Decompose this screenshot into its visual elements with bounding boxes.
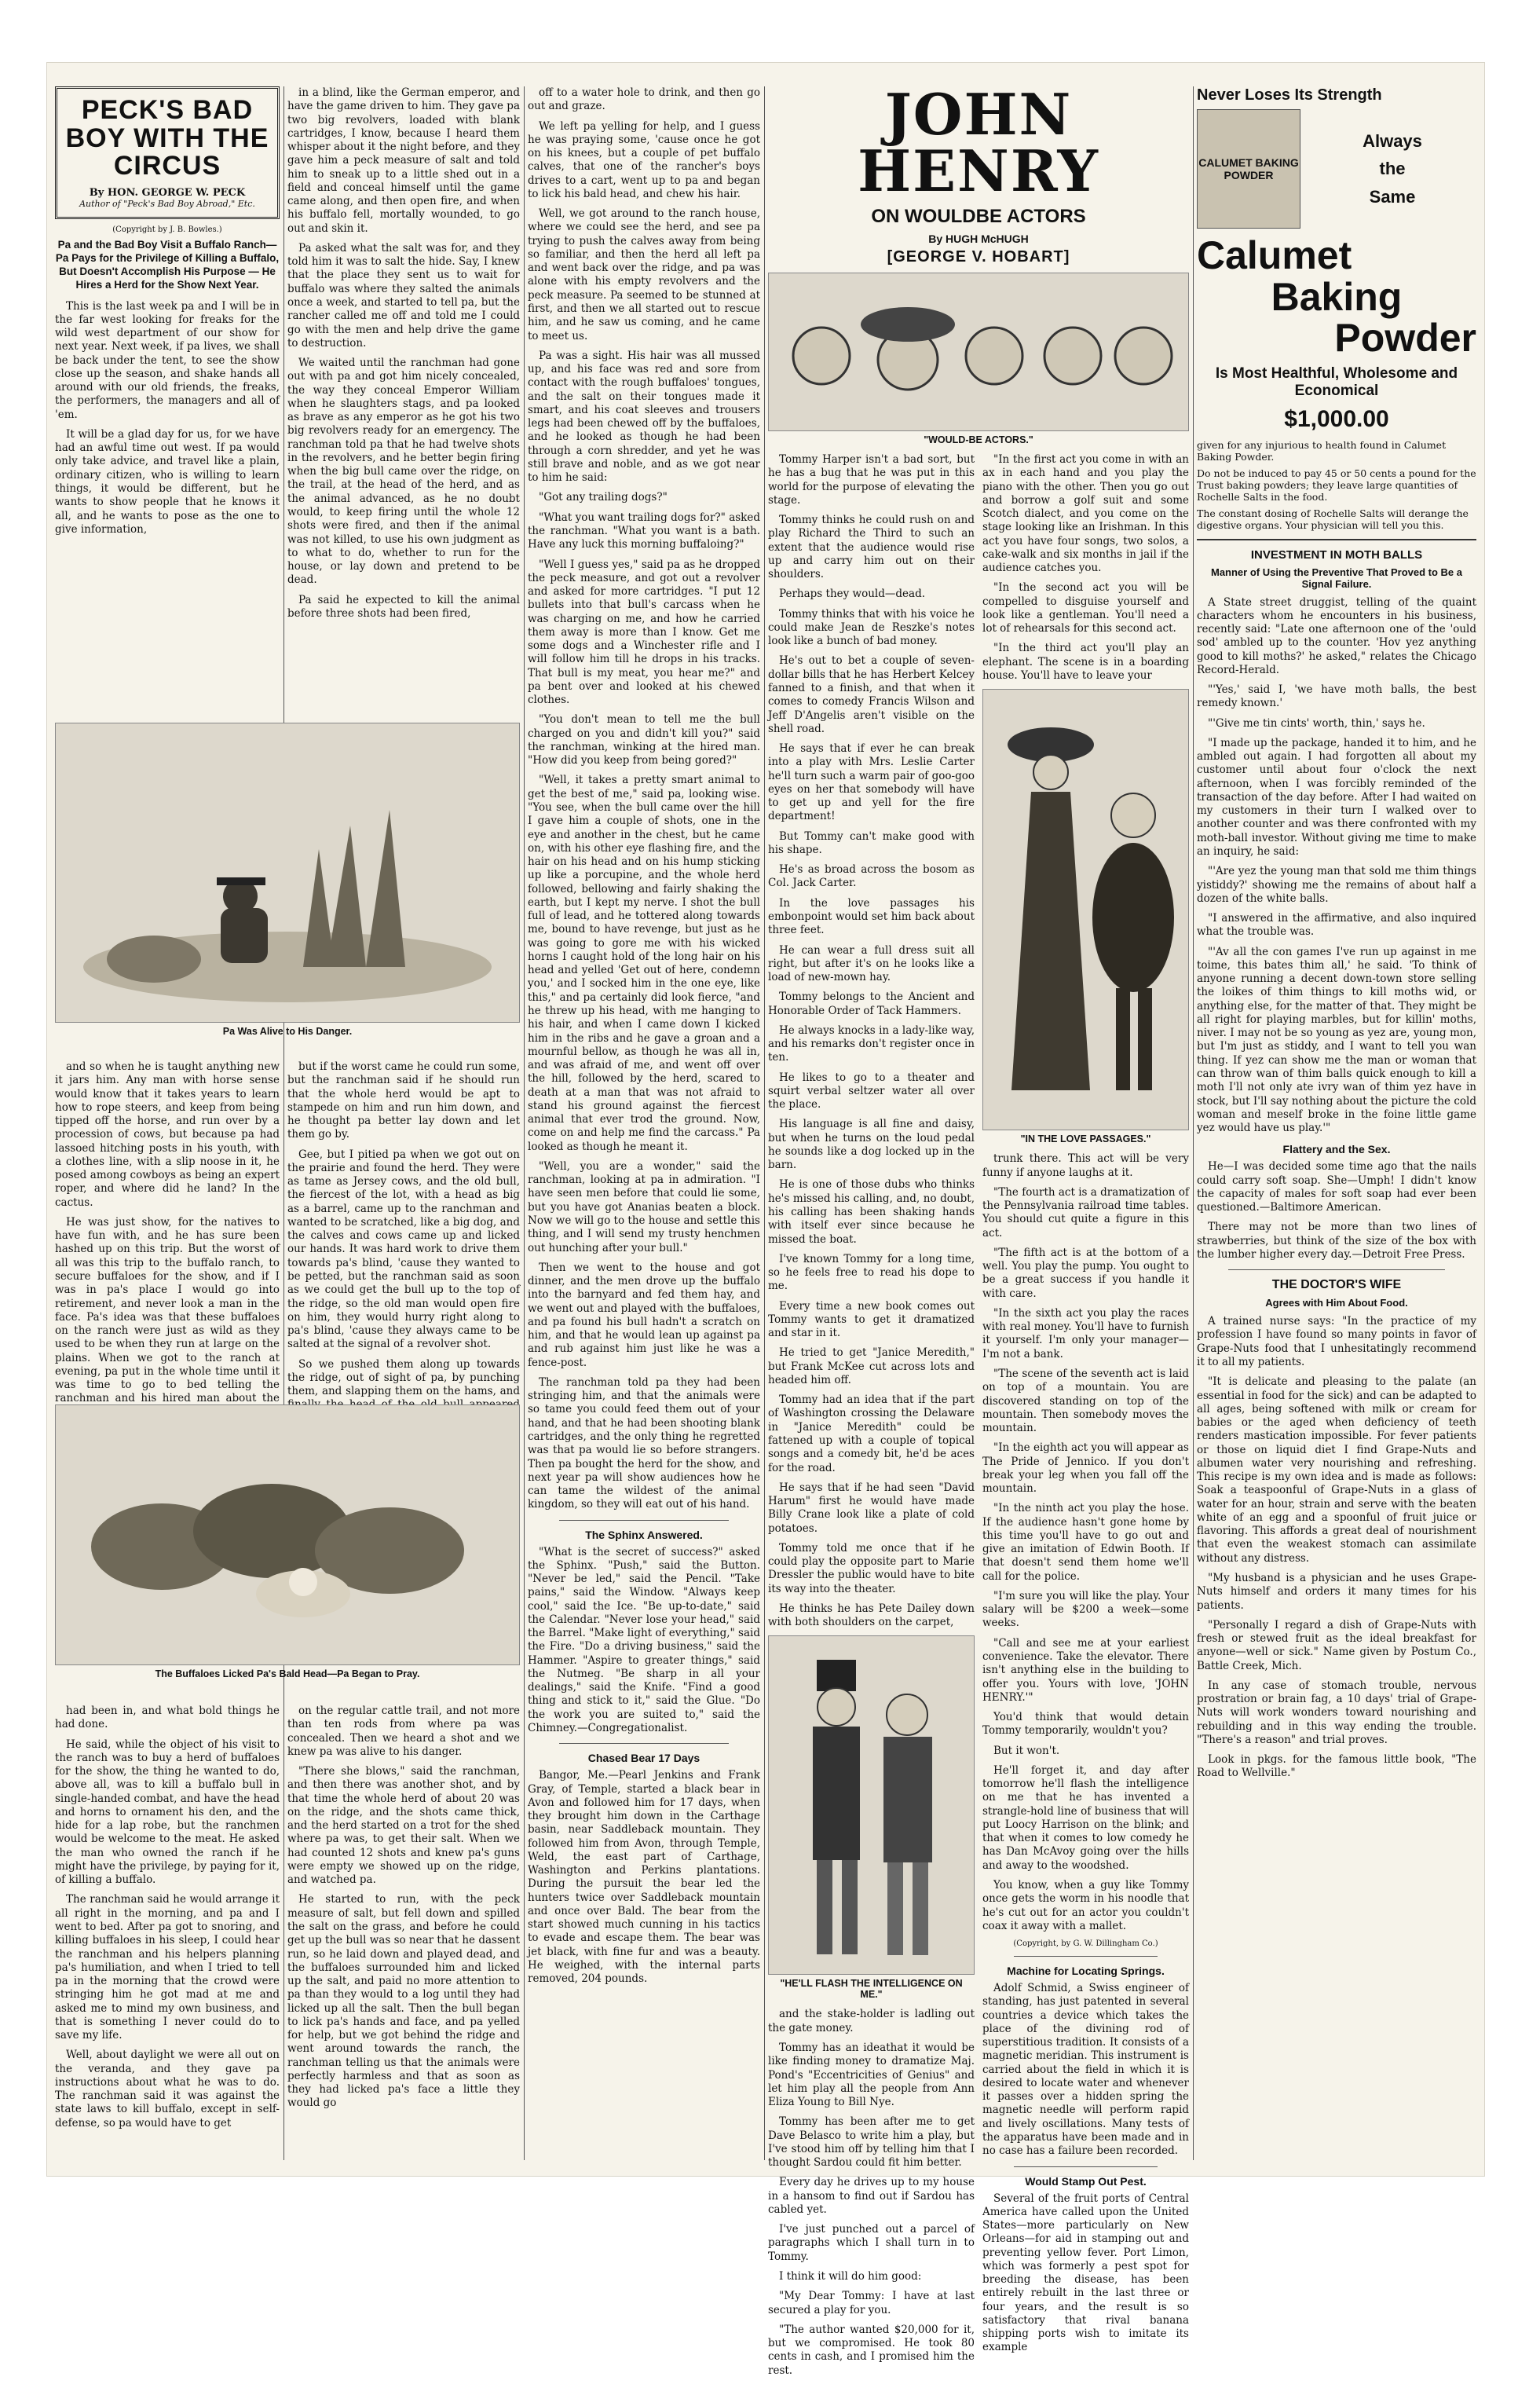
article-paragraph: "My Dear Tommy: I have at last secured a play for you. xyxy=(768,2290,975,2316)
article-paragraph: He tried to get "Janice Meredith," but Frank McKee cut across lots and headed him off. xyxy=(768,1346,975,1386)
article-paragraph: "What you want trailing dogs for?" asked the ranchman. "What you want is a bath. Have any luck this morning buffaloing?" xyxy=(528,511,760,551)
article-paragraph: In any case of stomach trouble, nervous prostration or brain fag, a 10 days' trial of Grape-Nuts will work wonders toward nourishing and rebuilding and in this way ending the trouble. "There's a reason" and trial proves. xyxy=(1197,1679,1476,1746)
article-paragraph: We waited until the ranchman had gone out with pa and got him nicely concealed, the way they conceal Emperor William when he slaughters stags, and pa looked as brave as any emperor as he got his two big revolvers ready for an emergency. The ranchman told pa that he had twelve shots in the revolvers, and he better begin firing when the big bull came over the ridge, on the trail, at the head of the herd, and as the animal advanced, as he no doubt would, to keep firing until the whole 12 shots were fired, and then if the animal was not killed, to use his own judgment as to what to do, whether to run for the house, or lay down and pretend to be dead. xyxy=(287,357,520,587)
article-paragraph: He says that if ever he can break into a play with Mrs. Leslie Carter he'll turn such a warm pair of goo-goo eyes on her that somebody will have to get up and yell for the fire department! xyxy=(768,742,975,823)
article-paragraph: In the love passages his embonpoint would set him back about three feet. xyxy=(768,896,975,937)
article-paragraph: "What is the secret of success?" asked the Sphinx. "Push," said the Button. "Never be led," said the Pencil. "Take pains," said the Window. "Always keep cool," said the Ice. "Be up-to-date," said the Calendar. "Never lose your head," said the Barrel. "Make light of everything," said the Fire. "Do a driving business," said the Hammer. "Aspire to greater things," said the Nutmeg. "Be sharp in all your dealings," said the Knife. "Find a good thing and stick to it," said the Glue. "Do the work you are suited to," said the Chimney.—Congregationalist. xyxy=(528,1545,760,1735)
column-1-bottom xyxy=(55,1705,280,2160)
illustration-buffaloes xyxy=(55,1404,520,1665)
article-paragraph: He'll forget it, and day after tomorrow he'll flash the intelligence on me that he has invented a strangle-hold line of business that will put Loocy Harrison on the blink; and that when it comes to low comedy he has Dan McAvoy going over the hills and away to the woodshed. xyxy=(982,1763,1189,1872)
ad-same: Same xyxy=(1369,186,1416,207)
article-paragraph: He thinks he has Pete Dailey down with both shoulders on the carpet, xyxy=(768,1602,975,1629)
article-paragraph: It will be a glad day for us, for we have had an awful time out west. If pa would only take advice, and travel like a plain, ordinary citizen, who is willing to learn things, it would be different, but he wants to show people that he knows it all, and he wants to pose as the one to give information, xyxy=(55,427,280,536)
article-paragraph: Tommy told me once that if he could play the opposite part to Marie Dressler the public would have to bite its way into the theater. xyxy=(768,1541,975,1595)
article-paragraph: He was just show, for the natives to have fun with, and he has sure been hashed up on this trip. But the worst of all was this trip to the buffalo ranch, to secure buffaloes for the show, and if I was in pa's place I would go into retirement, and never look a man in the face. Pa's idea was that these buffaloes on the ranch were just as wild as they used to be when they run at large on the plains. When we got to the ranch at evening, pa put in the whole time until it was time to go to bed telling the ranchman and his hired man about the xyxy=(55,1215,280,1405)
john-henry-left xyxy=(768,453,975,2384)
baking-powder-can-icon: CALUMET BAKING POWDER xyxy=(1197,109,1300,229)
illustration-love-passages xyxy=(982,689,1189,1130)
article-paragraph: Then we went to the house and got dinner, and the men drove up the buffalo into the barnyard and fed them hay, and we went out and played with the buffaloes, and pa found his bull hadn't a scratch on him, and that he would lean up against pa and rub against him just like he was a fence-post. xyxy=(528,1261,760,1369)
ad-strength: Never Loses Its Strength xyxy=(1197,86,1382,104)
caption-pa-danger: Pa Was Alive to His Danger. xyxy=(222,1026,353,1037)
article-paragraph: Tommy thinks that with his voice he could make Jean de Reszke's notes look like a bunch of bad money. xyxy=(768,607,975,648)
article-paragraph: "'Give me tin cints' worth, thin,' says he. xyxy=(1208,716,1425,730)
article-paragraph: You'd think that would detain Tommy temporarily, wouldn't you? xyxy=(982,1711,1189,1738)
column-1-lower xyxy=(55,1060,280,1405)
couple-icon xyxy=(992,698,1180,1122)
two-men-icon xyxy=(777,1644,966,1966)
article-paragraph: He is one of those dubs who thinks he's missed his calling, and, no doubt, his calling has been shaking hands with itself ever since because he missed the boat. xyxy=(768,1178,975,1246)
ad-always-same xyxy=(1308,127,1476,211)
article-paragraph: Pa was a sight. His hair was all mussed up, and his face was red and sore from contact with the rough buffaloes' tongues, and the salt on their tongues made it smart, and his coat sleeves and trousers legs had been chewed off by the buffaloes, and he looked as though he had been through a corn shredder, and yet he was still brave and noble, and as we got near to him he said: xyxy=(528,349,760,485)
article-paragraph: on the regular cattle trail, and not more than ten rods from where pa was concealed. Then we heard a shot and we knew pa was alive to his danger. xyxy=(287,1705,520,1758)
ad-text-1: given for any injurious to health found in Calumet Baking Powder. xyxy=(1197,438,1447,463)
divider xyxy=(559,1743,729,1744)
article-paragraph: "Call and see me at your earliest convenience. Take the elevator. There isn't anything else in the building to offer you. Yours with love, 'JOHN HENRY.'" xyxy=(982,1636,1189,1704)
article-paragraph: Bangor, Me.—Pearl Jenkins and Frank Gray, of Temple, started a black bear in Avon and followed him for 17 days, when they brought him down in the Carthage basin, near Saddleback mountain. They followed him from Avon, through Temple, Weld, the east part of Carthage, Washington and Perkins plantations. During the pursuit the bear led the hunters twice over Saddleback mountain and once over Bald. The bear from the start showed much cunning in his tactics to evade and escape them. The bear was jet black, with fine fur and was a beauty. He weighed, with the internal parts removed, 204 pounds. xyxy=(528,1769,760,1986)
article-paragraph: Every time a new book comes out Tommy wants to get it dramatized and star in it. xyxy=(768,1299,975,1340)
bear-title: Chased Bear 17 Days xyxy=(587,1752,700,1765)
article-paragraph: Tommy Harper isn't a bad sort, but he has a bug that he was put in this world for the purpose of elevating the stage. xyxy=(768,453,975,507)
illustration-would-be-actors xyxy=(768,273,1189,431)
article-paragraph: I've just punched out a parcel of paragraphs which I shall turn in to Tommy. xyxy=(768,2223,975,2263)
article-paragraph: "Personally I regard a dish of Grape-Nuts with fresh or stewed fruit as the ideal breakfast for anyone—well or sick." Name given by Postum Co., Battle Creek, Mich. xyxy=(1197,1618,1476,1672)
article-paragraph: "Well, you are a wonder," said the ranchman, looking at pa in admiration. "I have seen men before that could lie some, but you have got Ananias beaten a block. Now we will go to the house and settle this thing, and I will send my trusty henchmen out hunching after your bull." xyxy=(528,1159,760,1254)
article-paragraph: "Got any trailing dogs?" xyxy=(539,491,668,504)
article-paragraph: "The author wanted $20,000 for it, but we compromised. He took 80 cents in cash, and I promised him the rest. xyxy=(768,2323,975,2377)
ad-calumet: Calumet xyxy=(1197,233,1352,277)
column-rule xyxy=(283,86,284,2160)
doctors-wife-deck: Agrees with Him About Food. xyxy=(1265,1297,1408,1309)
column-3 xyxy=(528,86,760,2160)
article-paragraph: A State street druggist, telling of the quaint characters whom he encounters in his business, recently said: "Late one afternoon one of the 'ould sod' ambled up to the counter. 'Hov yez anything good to kill moths?' he asked," relates the Chicago Record-Herald. xyxy=(1197,595,1476,676)
john-henry-title: JOHN HENRY xyxy=(858,81,1099,204)
divider xyxy=(1228,1269,1445,1270)
illustration-block-2 xyxy=(55,1398,520,1687)
divider xyxy=(1014,1956,1158,1957)
article-paragraph: "'Av all the con games I've run up against in me toime, this bates thim all,' he said. 'To think of anyone running a decent down-town store selling the loikes of thim things to kill moths wid, or anything else, for the matter of that. They might be all right for playing marbles, but for killin' moths, niver. I may not be so young as yez are, young mon, but I'm just as stiddy, and I want to tell you wan thing. If yez can show me the man or woman that can throw wan of thim balls quick enough to kill a moth I'll not only ate ivry wan of thim yez have in stock, but I'll say nothing about the picture the cold woman and meself broke in the foine little game yez would have us play.'" xyxy=(1197,945,1476,1135)
column-rule xyxy=(764,86,765,2160)
article-paragraph: Pa asked what the salt was for, and they told him it was to salt the hide. Say, I knew that the place they sent us to wait for buffalo was where they salted the animals once a week, and started to tell pa, but the rancher called me off and told me I could go with the men and help drive the game to destruction. xyxy=(287,241,520,350)
john-henry-author: [GEORGE V. HOBART] xyxy=(887,248,1070,265)
divider xyxy=(1014,2166,1158,2167)
article-paragraph: Tommy has an ideathat it would be like finding money to dramatize Maj. Pond's "Eccentricities of Genius" and let him play all the people from Ann Eliza Young to Bill Nye. xyxy=(768,2041,975,2109)
ad-baking: Baking xyxy=(1271,274,1403,319)
peck-byline: By HON. GEORGE W. PECK xyxy=(89,187,246,200)
ad-the: the xyxy=(1379,159,1406,179)
article-paragraph: trunk there. This act will be very funny if anyone laughs at it. xyxy=(982,1152,1189,1179)
article-paragraph: "In the ninth act you play the hose. If the audience hasn't gone home by this time you'll have to go out and give an imitation of Edwin Booth. If that doesn't send them home we'll call for the police. xyxy=(982,1502,1189,1583)
article-paragraph: and so when he is taught anything new it jars him. Any man with horse sense would know that it takes years to learn how to rope steers, and keep from being tipped off the horse, and run over by a procession of cows, but because pa had lassoed hitching posts in his youth, with a clothes line, with a slip noose in it, he posed among cowboys as being an expert roper, and where did he land? In the cactus. xyxy=(55,1060,280,1209)
column-rule xyxy=(524,86,525,2160)
article-paragraph: Tommy has been after me to get Dave Belasco to write him a play, but I've stood him off by telling him that I thought Sardou could fit him better. xyxy=(768,2115,975,2170)
ad-powder: Powder xyxy=(1334,316,1476,360)
illustration-flash-intelligence xyxy=(768,1635,975,1975)
article-paragraph: "The scene of the seventh act is laid on top of a mountain. You are discovered standing on top of the mountain. Then somebody moves the mountain. xyxy=(982,1367,1189,1435)
article-paragraph: "It is delicate and pleasing to the palate (an essential in food for the sick) and can be adapted to all ages, being softened with milk or cream for babies or the aged when deficiency of teeth renders mastication impossible. For fever patients or those on liquid diet I find Grape-Nuts and albumen water very nourishing and refreshing. This recipe is my own idea and is made as follows: Soak a teaspoonful of Grape-Nuts in a glass of water for an hour, strain and serve with the beaten white of an egg and a spoonful of fruit juice or flavoring. This affords a great deal of nourishment that even the weakest stomach can assimilate without any distress. xyxy=(1197,1375,1476,1565)
john-henry-right xyxy=(982,453,1189,2384)
article-paragraph: But Tommy can't make good with his shape. xyxy=(768,829,975,856)
article-paragraph: He said, while the object of his visit to the ranch was to buy a herd of buffaloes for the show, the thing he wanted to do, above all, was to kill a buffalo bull in single-handed combat, and have the head and horns to ornament his den, and the hide for a lap robe, but the ranchmen would be welcome to the meat. He asked the man who owned the ranch if he might have the privilege, by paying for it, of killing a buffalo. xyxy=(55,1738,280,1887)
doctors-wife-title: THE DOCTOR'S WIFE xyxy=(1271,1278,1402,1292)
article-paragraph: Tommy thinks he could rush on and play Richard the Third to such an extent that the audience would rise up and carry him out on their shoulders. xyxy=(768,514,975,581)
article-paragraph: Well, we got around to the ranch house, where we could see the herd, and see pa trying to push the calves away from being so familiar, and then the herd all left pa and went back over the ridge, and pa was alone with his empty revolvers and the peck measure. Pa seemed to be stunned at first, and then we all started out to rescue him, and he saw us coming, and he came to meet us. xyxy=(528,207,760,342)
article-paragraph: He's as broad across the bosom as Col. Jack Carter. xyxy=(768,863,975,890)
column-5 xyxy=(1197,86,1476,2160)
article-paragraph: I've known Tommy for a long time, so he feels free to read his dope to me. xyxy=(768,1252,975,1293)
article-paragraph: "In the first act you come in with an ax in each hand and you play the piano with the other. Then you go out and borrow a golf suit and some Scotch dialect, and you come on the stage looking like an Irishman. In this act you have four songs, two solos, a cake-walk and six months in jail if the audience catches you. xyxy=(982,453,1189,575)
calumet-ad xyxy=(1197,86,1476,531)
article-paragraph: You know, when a guy like Tommy once gets the worm in his noodle that he's cut out for an actor you couldn't coax it away with a mallet. xyxy=(982,1879,1189,1932)
article-paragraph: "The fourth act is a dramatization of the Pennsylvania railroad time tables. You should cut quite a figure in this act. xyxy=(982,1185,1189,1240)
flattery-title: Flattery and the Sex. xyxy=(1282,1143,1391,1156)
article-paragraph: Gee, but I pitied pa when we got out on the prairie and found the herd. They were as tame as Jersey cows, and the old bull, the fiercest of the lot, with a head as big as a barrel, came up to the ranchman and wanted to be scratched, like a big dog, and the calves and cows came up and licked our hands. It was hard work to drive them towards pa's blind, 'cause they wanted to be petted, but the ranchman said as soon as we could get the bull up to the top of the ridge, so the old man would open fire on him, they would hurry right along to pa's blind, 'cause they always came to be salted at the signal of a revolver shot. xyxy=(287,1148,521,1351)
buffalo-herd-icon xyxy=(68,1413,507,1657)
article-paragraph: The ranchman said he would arrange it all right in the morning, and pa and I went to bed. After pa got to snoring, and killing buffaloes in his sleep, I could hear the ranchman and his helpers planning pa's humiliation, and when I tried to tell pa in the morning that the crowd were stringing him he got mad at me and asked me to mind my own business, and that is something I never could do to save my life. xyxy=(55,1893,280,2042)
article-paragraph: He says that if he had seen "David Harum" first he would have made Billy Crane look like a plate of cold potatoes. xyxy=(768,1481,975,1535)
article-paragraph: I think it will do him good: xyxy=(779,2269,922,2283)
peck-deck: Pa and the Bad Boy Visit a Buffalo Ranch—Pa Pays for the Privilege of Killing a Buffalo, But Doesn't Accomplish His Purpose — He Hires a Herd for the Show Next Year. xyxy=(55,239,280,291)
peck-copyright: (Copyright by J. B. Bowles.) xyxy=(112,225,222,235)
article-paragraph: Well, about daylight we were all out on the veranda, and they gave pa instructions about what he was to do. The ranchman said it was against the state laws to kill buffalo, except in self-defense, so pa would have to get xyxy=(55,2049,280,2129)
divider xyxy=(559,1520,729,1521)
article-paragraph: in a blind, like the German emperor, and have the game driven to him. They gave pa two big revolvers, loaded with blank cartridges, I know, because I heard them whisper about it the night before, and they gave him a peck measure of salt and told him to sneak up to a little shed out in a field and conceal himself until the game came along, and then open fire, and when his buffalo fell, mortally wounded, to go out and skin it. xyxy=(287,86,520,235)
actors-faces-icon xyxy=(774,277,1183,427)
article-paragraph: "In the eighth act you will appear as The Pride of Jennico. If you don't break your leg when you fall off the mountain. xyxy=(982,1441,1189,1496)
john-henry-subtitle: ON WOULDBE ACTORS xyxy=(871,206,1086,227)
illustration-block-1 xyxy=(55,716,520,1045)
article-paragraph: Several of the fruit ports of Central America have called upon the United States—more particularly on New Orleans—for aid in stamping out and preventing yellow fever. Port Limon, which was formerly a pest spot for breeding the disease, has been entirely rebuilt in the last three or four years, and the result is so satisfactory that rival banana shipping ports wish to imitate its example xyxy=(982,2192,1189,2354)
article-paragraph: "I answered in the affirmative, and also inquired what the trouble was. xyxy=(1197,912,1476,939)
moth-title: INVESTMENT IN MOTH BALLS xyxy=(1250,547,1423,562)
article-paragraph: "My husband is a physician and he uses Grape-Nuts himself and orders it many times for his patients. xyxy=(1197,1571,1476,1612)
ad-can-row xyxy=(1197,109,1476,229)
john-henry-columns xyxy=(768,453,1189,2384)
peck-title: PECK'S BAD BOY WITH THE CIRCUS xyxy=(65,95,269,181)
article-paragraph: He's out to bet a couple of seven-dollar bills that he has Herbert Kelcey fanned to a finish, and that when it comes to comedy Francis Wilson and Jeff D'Angelis aren't visible on the shell road. xyxy=(768,654,975,735)
article-paragraph: and the stake-holder is ladling out the gate money. xyxy=(768,2008,975,2034)
article-paragraph: but if the worst came he could run some, but the ranchman said if he should run that the whole herd would be apt to stampede on him and run him down, and he thought pa better lay down and let them go by. xyxy=(287,1060,520,1141)
article-paragraph: Adolf Schmid, a Swiss engineer of standing, has just patented in several countries a device which takes the place of the divining rod of superstitious tradition. It consists of a magnetic meridian. This instrument is carried about the field in which it is desired to locate water and whenever it passes over a hidden spring the magnetic needle will perform rapid and lively oscillations. Many tests of the apparatus have been made and in no case has a failure been recorded. xyxy=(982,1982,1189,2158)
pest-title: Would Stamp Out Pest. xyxy=(1025,2174,1147,2188)
article-paragraph: off to a water hole to drink, and then go out and graze. xyxy=(528,86,760,113)
column-2-bottom xyxy=(287,1705,520,2160)
ad-money: $1,000.00 xyxy=(1284,405,1389,432)
ad-text-3: The constant dosing of Rochelle Salts will derange the digestive organs. Your physician will tell you this. xyxy=(1197,507,1469,531)
article-paragraph: Pa said he expected to kill the animal before three shots had been fired, xyxy=(287,593,520,620)
article-paragraph: "In the sixth act you play the races with real money. You'll have to furnish it yourself. I'm only your manager—I'm not a bank. xyxy=(982,1306,1189,1360)
article-paragraph: "I'm sure you will like the play. Your salary will be $200 a week—some weeks. xyxy=(982,1589,1189,1630)
article-paragraph: "In the second act you will be compelled to disguise yourself and look like a gentleman. You'll need a lot of rehearsals for this second act. xyxy=(982,581,1189,635)
column-2 xyxy=(287,86,520,715)
article-paragraph: This is the last week pa and I will be in the far west looking for freaks for the wild west department of our show for next year. Next week, if pa lives, we shall be back under the tent, to see the show close up the season, and shake hands all around with our old friends, the freaks, the performers, the managers and all of 'em. xyxy=(55,299,280,421)
article-paragraph: But it won't. xyxy=(993,1744,1060,1757)
caption-buffaloes: The Buffaloes Licked Pa's Bald Head—Pa Began to Pray. xyxy=(155,1668,420,1679)
article-paragraph: His language is all fine and daisy, but when he turns on the loud pedal he sounds like a dog locked up in the barn. xyxy=(768,1118,975,1172)
springs-title: Machine for Locating Springs. xyxy=(1007,1965,1165,1978)
article-paragraph: "'Yes,' said I, 'we have moth balls, the best remedy known.' xyxy=(1197,683,1476,710)
article-paragraph: He can wear a full dress suit all right, but after it's on he looks like a load of new-mown hay. xyxy=(768,943,975,984)
article-paragraph: Every day he drives up to my house in a hansom to find out if Sardou has cabled yet. xyxy=(768,2176,975,2216)
article-paragraph: We left pa yelling for help, and I guess he was praying some, 'cause once he got on his knees, but a couple of pet buffalo calves, that one of the rancher's boys drives to a cart, went up to pa and began to lick his bald head, and chew his hair. xyxy=(528,119,760,200)
article-paragraph: "Well, it takes a pretty smart animal to get the best of me," said pa, looking wise. "You see, when the bull came over the hill I gave him a couple of shots, one in the eye and another in the chest, but he came on, with his other eye flashing fire, and the hair on his head and on his hump sticking up like a porcupine, and the whole herd followed, bellowing and fairly shaking the earth, but I kept my nerve. I shot the bull full of lead, and he tottered along towards me, bound to have revenge, but just as he was going to gore me with his wicked horns I caught hold of the long hair on his head and yelled 'Get out of here, condemn you,' and I socked him in the one eye, like this," and pa certainly did look fierce, "and he threw up his head, with me hanging to his hair, and when I came down I kicked him in the ribs and he gave a groan and a mournful bellow, as though he was all in, and was afraid of me, and went off over the hill, followed by the herd, scared to death at a man that was not afraid to stand his ground against the fiercest animal that ever trod the ground. Now, come on and help me find the carcass." Pa looked as though he meant it. xyxy=(528,774,760,1153)
article-paragraph: Tommy had an idea that if the part of Washington crossing the Delaware in "Janice Meredith" could be fattened up with a couple of topical songs and a comedy bit, he'd be aces for the road. xyxy=(768,1393,975,1474)
article-paragraph: "You don't mean to tell me the bull charged on you and didn't kill you?" said the ranchman, winking at the hired man. "How did you keep from being gored?" xyxy=(528,713,760,767)
article-paragraph: He likes to go to a theater and squirt verbal seltzer water all over the place. xyxy=(768,1071,975,1111)
article-paragraph: Look in pkgs. for the famous little book, "The Road to Wellville." xyxy=(1197,1753,1476,1780)
caption-would-be-actors: "WOULD-BE ACTORS." xyxy=(924,434,1033,445)
article-paragraph: had been in, and what bold things he had done. xyxy=(55,1705,280,1731)
peck-title-box xyxy=(55,86,280,219)
newspaper-page xyxy=(47,63,1484,2377)
column-2-lower xyxy=(287,1060,521,1398)
sphinx-title: The Sphinx Answered. xyxy=(585,1528,703,1541)
article-paragraph: "There she blows," said the ranchman, and then there was another shot, and by that time the whole herd of about 20 was on the ridge, and the shots came thick, and the herd started on a trot for the shed where pa was, to get their salt. When we had counted 12 shots and knew pa's guns were empty we showed up on the ridge, and watched pa. xyxy=(287,1765,520,1887)
illustration-pa-danger xyxy=(55,723,520,1023)
column-4-john-henry xyxy=(768,81,1189,2377)
article-paragraph: "Well I guess yes," said pa as he dropped the peck measure, and got out a revolver and asked for more cartridges. "I put 12 bullets into that bull's carcass when he was charging on me, and how he carried them away is more than I know. Get me some dogs and a Winchester rifle and I will follow him till he drops in his tracks. That bull is my meat, you hear me?" and pa bent over and looked at his chewed clothes. xyxy=(528,558,760,707)
john-henry-byline: By HUGH McHUGH xyxy=(928,233,1029,245)
peck-author-note: Author of "Peck's Bad Boy Abroad," Etc. xyxy=(79,199,255,210)
article-paragraph: He—I was decided some time ago that the nails could carry soft soap. She—Umph! I didn't know the capacity of males for soft soap had ever been questioned.—Baltimore American. xyxy=(1197,1160,1476,1214)
column-rule xyxy=(1193,86,1194,2160)
article-paragraph: "I made up the package, handed it to him, and he ambled out again. I had forgotten all about my customer until about four o'clock the next afternoon, when I was forcibly reminded of the transaction of the day before. After I had waited on my customers in their turn I walked over to another counter and was there confronted with my moth-ball investor. Without giving me time to make an inquiry, he said: xyxy=(1197,736,1476,859)
article-paragraph: Perhaps they would—dead. xyxy=(779,588,926,601)
caption-love-passages: "IN THE LOVE PASSAGES." xyxy=(1020,1133,1151,1145)
moth-deck: Manner of Using the Preventive That Proved to Be a Signal Failure. xyxy=(1210,566,1462,590)
article-paragraph: The ranchman told pa they had been stringing him, and that the animals were so tame you could feed them out of your hand, and that he had been shooting blank cartridges, and the only thing he regretted was that pa would lie so before strangers. Then pa bought the herd for the show, and next year pa will show audiences how he can tame the wildest of the animal kingdom, so they will eat out of his hand. xyxy=(528,1375,760,1511)
article-paragraph: "In the third act you'll play an elephant. The scene is in a boarding house. You'll have to leave your xyxy=(982,642,1189,682)
article-paragraph: He always knocks in a lady-like way, and his remarks don't register once in ten. xyxy=(768,1024,975,1064)
caption-flash-intelligence: "HE'LL FLASH THE INTELLIGENCE ON ME." xyxy=(780,1978,963,2001)
article-paragraph: A trained nurse says: "In the practice of my profession I have found so many points in favor of Grape-Nuts food that I unhesitatingly recommend it to all my patients. xyxy=(1197,1315,1476,1368)
ad-most-healthful: Is Most Healthful, Wholesome and Economical xyxy=(1215,364,1458,399)
ad-always: Always xyxy=(1363,131,1422,152)
article-paragraph: There may not be more than two lines of strawberries, but think of the size of the box with the lumber higher every day.—Detroit Free Press. xyxy=(1197,1221,1476,1261)
article-paragraph: Tommy belongs to the Ancient and Honorable Order of Tack Hammers. xyxy=(768,991,975,1017)
john-henry-copyright: (Copyright, by G. W. Dillingham Co.) xyxy=(1013,1939,1158,1949)
divider xyxy=(1197,539,1476,540)
hunter-illustration-icon xyxy=(68,731,507,1014)
article-paragraph: "'Are yez the young man that sold me thim things yistiddy?' showing me the remains of about half a dozen of the white balls. xyxy=(1197,865,1476,905)
article-paragraph: He started to run, with the peck measure of salt, but fell down and spilled the salt on the grass, and before he could get up the bull was so near that he dassent run, so he laid down and played dead, and the buffaloes surrounded him and licked up the salt, and paid no more attention to pa than they would to a log until they had licked up all the salt. Then the bull began to lick pa's hands and face, and pa yelled for help, but we got behind the ridge and went around towards the ranch, the ranchman telling us that the animals were perfectly harmless and that as soon as they had licked pa's face a little they would go xyxy=(287,1893,520,2110)
article-paragraph: So we pushed them along up towards the ridge, out of sight of pa, by punching them, and slapping them on the hams, and xyxy=(287,1357,520,1398)
article-paragraph: "The fifth act is at the bottom of a well. You play the pump. You ought to be a great success if you handle it with care. xyxy=(982,1246,1189,1300)
ad-text-2: Do not be induced to pay 45 or 50 cents a pound for the Trust baking powders; they leave large quantities of Rochelle Salts in the food. xyxy=(1197,467,1476,503)
